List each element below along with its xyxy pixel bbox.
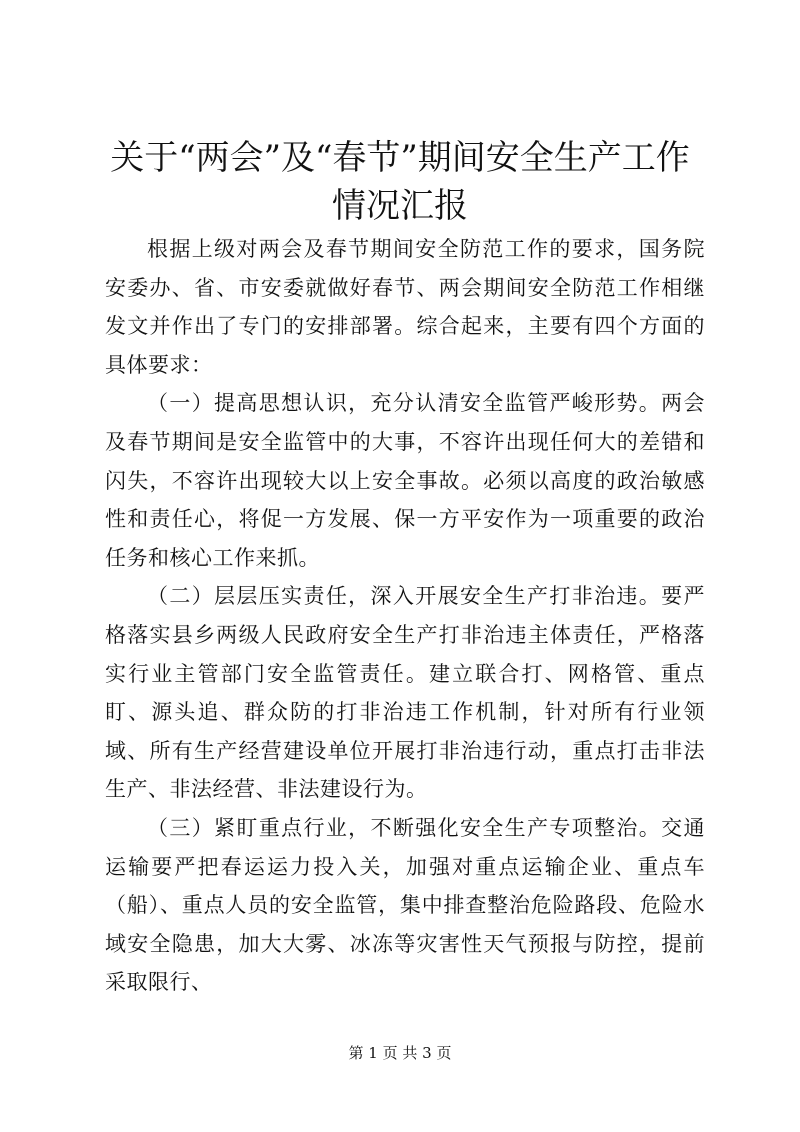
paragraph-section-2: （二）层层压实责任，深入开展安全生产打非治违。要严格落实县乡两级人民政府安全生产打非治违主体责任，严格落实行业主管部门安全监管责任。建立联合打、网格管、重点盯、源头追、群众防的打非治违工作机制，针对所有行业领域、所有生产经营建设单位开展打非治违行动，重点打击非法生产、非法经营、非法建设行为。 [105,584,705,802]
document-title: 关于“两会”及“春节”期间安全生产工作情况汇报 [110,138,690,226]
paragraph-section-3: （三）紧盯重点行业，不断强化安全生产专项整治。交通运输要严把春运运力投入关，加强对重点运输企业、重点车（船）、重点人员的安全监管，集中排查整治危险路段、危险水域安全隐患，加大大雾、冰冻等灾害性天气预报与防控，提前采取限行、 [105,815,705,995]
paragraph-section-1: （一）提高思想认识，充分认清安全监管严峻形势。两会及春节期间是安全监管中的大事，不容许出现任何大的差错和闪失，不容许出现较大以上安全事故。必须以高度的政治敏感性和责任心，将促一方发展、保一方平安作为一项重要的政治任务和核心工作来抓。 [105,391,705,570]
page-footer: 第 1 页 共 3 页 [348,1044,452,1062]
paragraph-intro: 根据上级对两会及春节期间安全防范工作的要求，国务院安委办、省、市安委就做好春节、两会期间安全防范工作相继发文并作出了专门的安排部署。综合起来，主要有四个方面的具体要求： [105,237,705,377]
document-body [105,230,705,1002]
